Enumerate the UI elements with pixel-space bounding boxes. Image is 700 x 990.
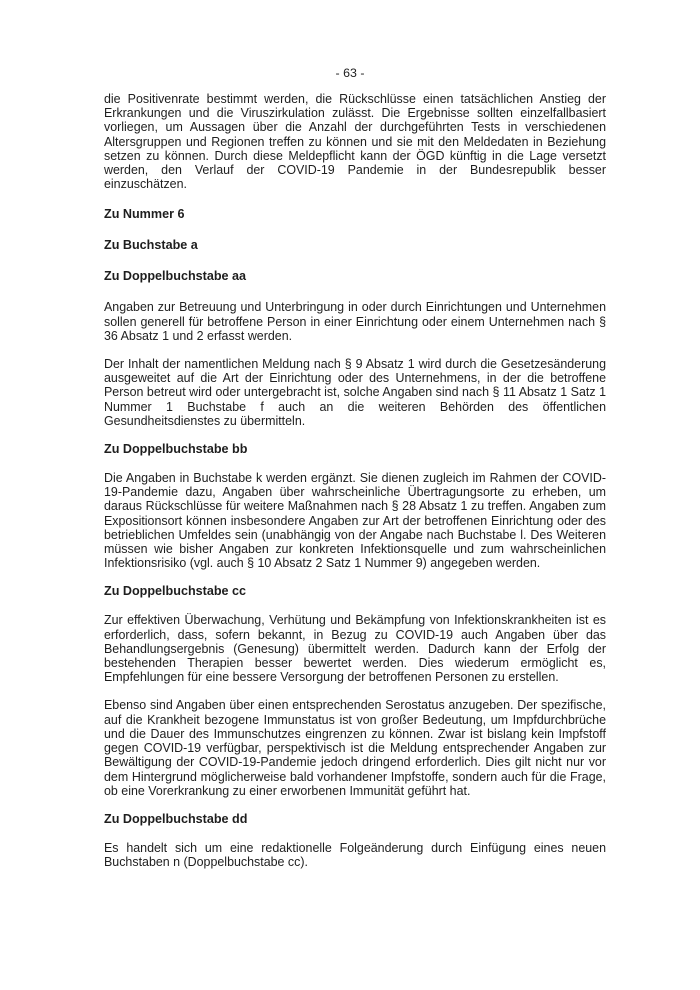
heading-doppelbuchstabe-cc: Zu Doppelbuchstabe cc (104, 584, 247, 599)
paragraph-serostatus: Ebenso sind Angaben über einen entsprechenden Serostatus anzugeben. Der spezifische, auf die Krankheit bezogene Immunstatus ist von großer Bedeutung, um Impfdurchbrüche und die Dauer des Immunschutzes eingrenzen zu können. Zwar ist bislang kein Impfstoff gegen COVID-19 verfügbar, perspektivisch ist die Meldung entsprechender Angaben zur Bewältigung der COVID-19-Pandemie jedoch dringend erforderlich. Dies gilt nicht nur vor dem Hintergrund möglicherweise bald vorhandener Impfstoffe, sondern auch für die Frage, ob eine Vorerkrankung zu einer erworbenen Immunität geführt hat. (104, 698, 606, 798)
heading-doppelbuchstabe-aa: Zu Doppelbuchstabe aa (104, 269, 247, 284)
heading-zu-nummer-6: Zu Nummer 6 (104, 207, 185, 222)
paragraph-folgeaenderung: Es handelt sich um eine redaktionelle Folgeänderung durch Einfügung eines neuen Buchstaben n (Doppelbuchstabe cc). (104, 840, 606, 870)
heading-doppelbuchstabe-bb: Zu Doppelbuchstabe bb (104, 442, 248, 457)
paragraph-buchstabe-k: Die Angaben in Buchstabe k werden ergänzt. Sie dienen zugleich im Rahmen der COVID-19-Pandemie dazu, Angaben über wahrscheinliche Übertragungsorte zu erheben, um daraus Rückschlüsse für weitere Maßnahmen nach § 28 Absatz 1 zu treffen. Angaben zum Expositionsort können insbesondere Angaben zur Art der betroffenen Einrichtung oder des betrieblichen Umfeldes sein (unabhängig von der Angabe nach Buchstabe l. Des Weiteren müssen wie bisher Angaben zur konkreten Infektionsquelle und zum wahrscheinlichen Infektionsrisiko (vgl. auch § 10 Absatz 2 Satz 1 Nummer 9) angegeben werden. (104, 471, 606, 571)
heading-doppelbuchstabe-dd: Zu Doppelbuchstabe dd (104, 811, 248, 826)
heading-zu-buchstabe-a: Zu Buchstabe a (104, 238, 198, 253)
page-number: - 63 - (335, 66, 365, 80)
paragraph-namentliche-meldung: Der Inhalt der namentlichen Meldung nach § 9 Absatz 1 wird durch die Gesetzesänderung ausgeweitet auf die Art der Einrichtung oder des Unternehmens, in der die betroffene Person betreut wird oder untergebracht ist, solche Angaben sind nach § 11 Absatz 1 Satz 1 Nummer 1 Buchstabe f auch an die weiteren Behörden des öffentlichen Gesundheitsdienstes zu übermitteln. (104, 357, 606, 428)
paragraph-ueberwachung: Zur effektiven Überwachung, Verhütung und Bekämpfung von Infektionskrankheiten ist es erforderlich, dass, sofern bekannt, in Bezug zu COVID-19 auch Angaben über das Behandlungsergebnis (Genesung) übermittelt werden. Dadurch kann der Erfolg der bestehenden Therapien besser bewertet werden. Dies wiederum ermöglicht es, Empfehlungen für eine bessere Versorgung der betroffenen Personen zu erstellen. (104, 613, 606, 685)
document-body (104, 92, 606, 869)
paragraph-intro: die Positivenrate bestimmt werden, die Rückschlüsse einen tatsächlichen Anstieg der Erkrankungen und die Viruszirkulation zulässt. Die Ergebnisse sollten einzelfallbasiert vorliegen, um Aussagen über die Anzahl der durchgeführten Tests in verschiedenen Altersgruppen und Regionen treffen zu können und sie mit den Meldedaten in Beziehung setzen zu können. Durch diese Meldepflicht kann der ÖGD künftig in die Lage versetzt werden, den Verlauf der COVID-19 Pandemie in der Bundesrepublik besser einzuschätzen. (104, 92, 606, 192)
paragraph-betreuung: Angaben zur Betreuung und Unterbringung in oder durch Einrichtungen und Unternehmen sollen generell für betroffene Person in einer Einrichtung oder einem Unternehmen nach § 36 Absatz 1 und 2 erfasst werden. (104, 300, 606, 343)
